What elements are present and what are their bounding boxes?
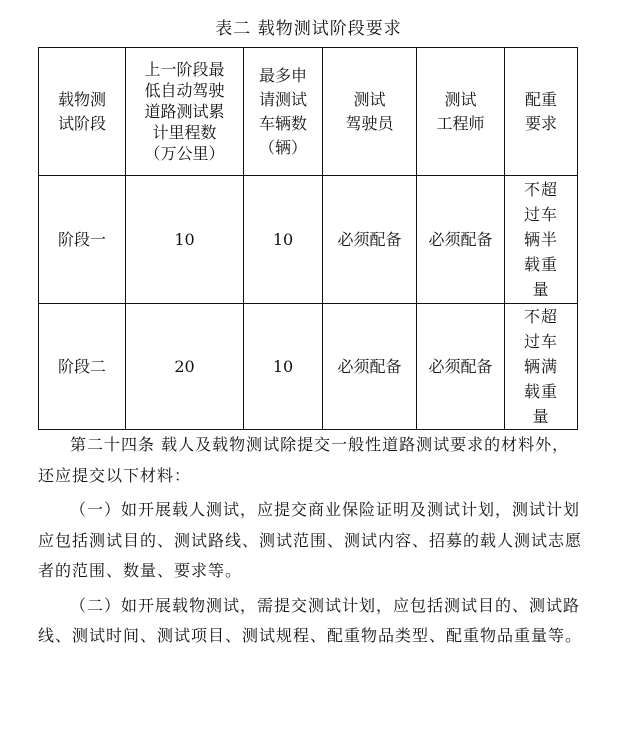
cell-stage: 阶段一 <box>57 229 106 249</box>
cell-stage: 阶段二 <box>57 356 106 376</box>
header-cell <box>323 48 417 176</box>
cell-test-engineer: 必须配备 <box>428 229 493 249</box>
table-cell <box>39 304 126 430</box>
cell-test-driver: 必须配备 <box>337 229 402 249</box>
table-cell <box>244 304 323 430</box>
header-weight-requirement: 配重 要求 <box>524 89 557 133</box>
header-cell <box>417 48 505 176</box>
header-cell <box>505 48 578 176</box>
header-stage: 载物测 试阶段 <box>57 89 106 133</box>
table-cell <box>126 304 244 430</box>
cell-test-driver: 必须配备 <box>337 356 402 376</box>
cell-vehicle-count: 10 <box>272 229 294 249</box>
item-2-paragraph: （二）如开展载物测试，需提交测试计划，应包括测试目的、测试路线、测试时间、测试项目、测试规程、配重物品类型、配重物品重量等。 <box>38 595 583 645</box>
cell-mileage: 20 <box>174 356 195 376</box>
regulation-text <box>38 430 583 656</box>
table-cell <box>244 176 323 304</box>
header-cell <box>126 48 244 176</box>
header-cell <box>244 48 323 176</box>
table-cell <box>505 304 578 430</box>
header-cell <box>39 48 126 176</box>
table-cell <box>323 176 417 304</box>
cell-test-engineer: 必须配备 <box>428 356 493 376</box>
table-cell <box>39 176 126 304</box>
header-test-driver: 测试 驾驶员 <box>345 89 394 133</box>
table-cell <box>505 176 578 304</box>
cell-mileage: 10 <box>174 229 195 249</box>
cell-weight-requirement: 不超 过车 辆半 载重 量 <box>523 180 558 299</box>
table-row <box>39 176 578 304</box>
table-caption: 表二 载物测试阶段要求 <box>215 19 402 39</box>
item-1-paragraph: （一）如开展载人测试，应提交商业保险证明及测试计划，测试计划应包括测试目的、测试路线、测试范围、测试内容、招募的载人测试志愿者的范围、数量、要求等。 <box>38 500 583 580</box>
table-cell <box>323 304 417 430</box>
article-24-paragraph: 第二十四条 载人及载物测试除提交一般性道路测试要求的材料外，还应提交以下材料： <box>38 435 570 485</box>
header-vehicle-count: 最多申 请测试 车辆数 （辆） <box>258 65 307 157</box>
header-mileage: 上一阶段最 低自动驾驶 道路测试累 计里程数 （万公里） <box>144 60 225 163</box>
table-cell <box>417 176 505 304</box>
table-cell <box>126 176 244 304</box>
table-cell <box>417 304 505 430</box>
cell-weight-requirement: 不超 过车 辆满 载重 量 <box>523 307 558 426</box>
test-stage-table <box>38 47 578 430</box>
header-test-engineer: 测试 工程师 <box>436 89 485 133</box>
table-row <box>39 304 578 430</box>
table-header-row <box>39 48 578 176</box>
cell-vehicle-count: 10 <box>272 356 294 376</box>
